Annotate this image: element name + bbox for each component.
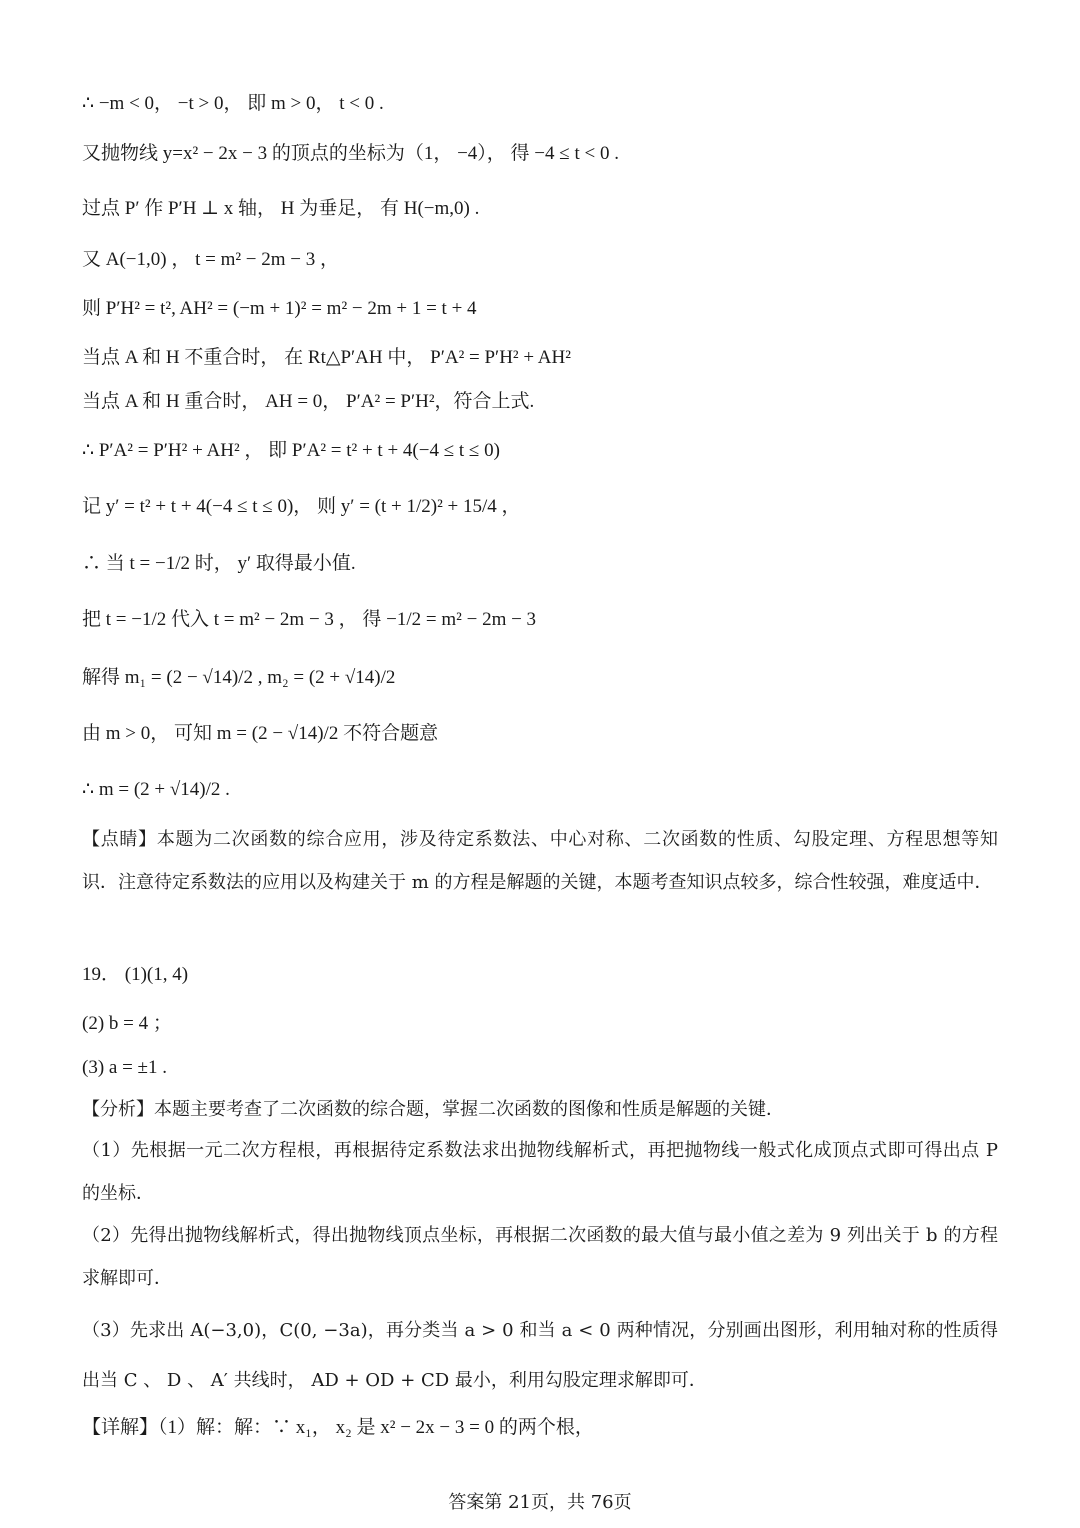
line-14: ∴ m = (2 + √14)/2 . <box>82 779 230 800</box>
q19-analysis-2: （2）先得出抛物线解析式，得出抛物线顶点坐标，再根据二次函数的最大值与最小值之差为 9 列出关于 b 的方程求解即可． <box>82 1225 998 1289</box>
line-3: 过点 P′ 作 P′H ⊥ x 轴， H 为垂足， 有 H(−m,0) . <box>82 198 480 219</box>
line-2: 又抛物线 y=x² − 2x − 3 的顶点的坐标为（1， −4）， 得 −4 ≤ t < 0 . <box>82 143 619 164</box>
line-4: 又 A(−1,0) ， t = m² − 2m − 3 ， <box>82 249 340 270</box>
line-1: ∴ −m < 0， −t > 0， 即 m > 0， t < 0 . <box>82 93 384 114</box>
q19-analysis-1: （1）先根据一元二次方程根，再根据待定系数法求出抛物线解析式，再把抛物线一般式化成顶点式即可得出点 P 的坐标． <box>82 1140 998 1204</box>
q19-xiangjie: 【详解】（1）解：解：∵ x₁， x₂ 是 x² − 2x − 3 = 0 的两个根， <box>82 1417 594 1438</box>
line-10: ∴ 当 t = −1/2 时， y′ 取得最小值. <box>82 553 356 574</box>
page-footer: 答案第 21页，共 76页 <box>448 1492 632 1513</box>
q19-answer-1: 19． (1)(1, 4) <box>82 964 189 985</box>
dianjing-paragraph: 【点睛】本题为二次函数的综合应用，涉及待定系数法、中心对称、二次函数的性质、勾股定理、方程思想等知识．注意待定系数法的应用以及构建关于 m 的方程是解题的关键，本题考查知识点较多，综合性较强，难度适中． <box>82 829 998 893</box>
line-13: 由 m > 0， 可知 m = (2 − √14)/2 不符合题意 <box>82 723 439 744</box>
q19-fenxi: 【分析】本题主要考查了二次函数的综合题，掌握二次函数的图像和性质是解题的关键． <box>82 1099 784 1120</box>
line-11: 把 t = −1/2 代入 t = m² − 2m − 3 ， 得 −1/2 = m² − 2m − 3 <box>82 609 537 630</box>
line-12: 解得 m₁ = (2 − √14)/2 , m₂ = (2 + √14)/2 <box>82 667 396 688</box>
line-6: 当点 A 和 H 不重合时， 在 Rt△P′AH 中， P′A² = P′H² + AH² <box>82 347 571 368</box>
q19-answer-3: (3) a = ±1 . <box>82 1057 167 1078</box>
q19-answer-2: (2) b = 4 ； <box>82 1013 172 1034</box>
line-8: ∴ P′A² = P′H² + AH² ， 即 P′A² = t² + t + 4(−4 ≤ t ≤ 0) <box>82 440 500 461</box>
line-5: 则 P′H² = t², AH² = (−m + 1)² = m² − 2m + 1 = t + 4 <box>82 298 477 319</box>
line-7: 当点 A 和 H 重合时， AH = 0， P′A² = P′H²，符合上式. <box>82 391 535 412</box>
q19-analysis-3: （3）先求出 A(−3,0)，C(0, −3a)，再分类当 a > 0 和当 a < 0 两种情况，分别画出图形，利用轴对称的性质得出当 C 、 D 、 A′ 共线时， AD + OD + CD 最小，利用勾股定理求解即可． <box>82 1320 998 1391</box>
line-9: 记 y′ = t² + t + 4(−4 ≤ t ≤ 0)， 则 y′ = (t + 1/2)² + 15/4 ， <box>82 496 521 517</box>
